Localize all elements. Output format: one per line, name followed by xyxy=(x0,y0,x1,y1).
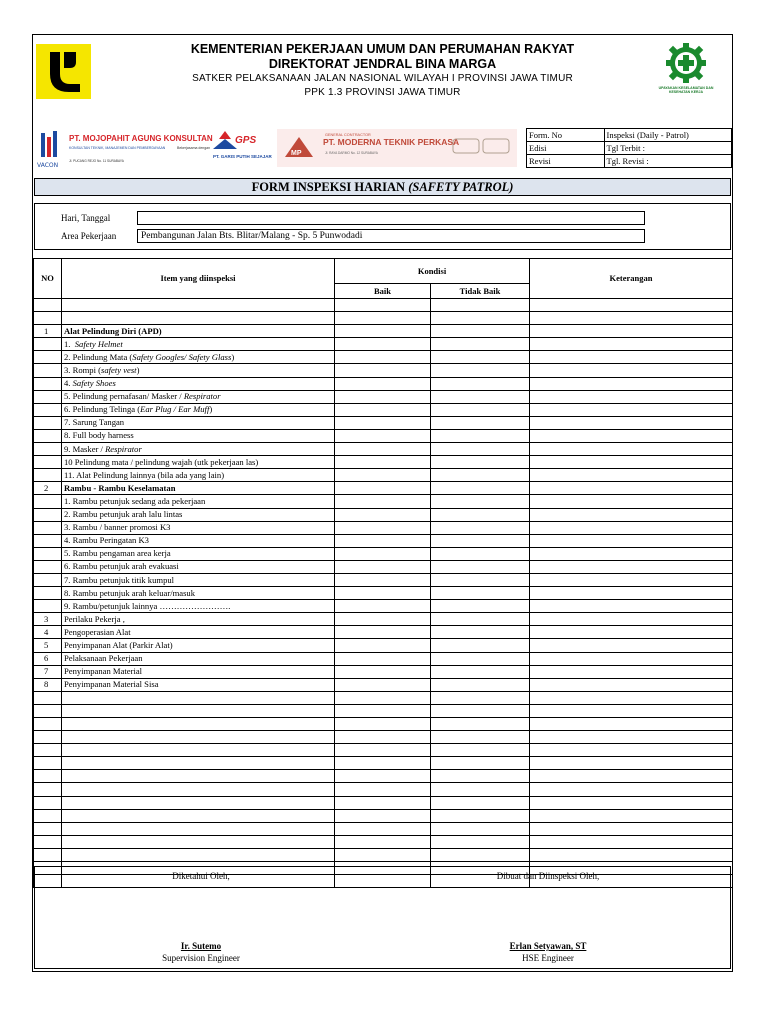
table-row: 2. Rambu petunjuk arah lalu lintas xyxy=(34,508,733,521)
blank-row xyxy=(34,848,733,861)
table-row: 3. Rambu / banner promosi K3 xyxy=(34,521,733,534)
table-row: 7. Rambu petunjuk titik kumpul xyxy=(34,573,733,586)
vacon-logo xyxy=(41,131,57,157)
table-row: 7. Sarung Tangan xyxy=(34,416,733,429)
blank-row xyxy=(34,809,733,822)
col-baik: Baik xyxy=(335,284,431,299)
ppk-name: PPK 1.3 PROVINSI JAWA TIMUR xyxy=(304,87,461,98)
table-row: 10 Pelindung mata / pelindung wajah (utk pekerjaan las) xyxy=(34,456,733,469)
table-row: 3. Rompi (safety vest) xyxy=(34,364,733,377)
blank-row xyxy=(34,704,733,717)
k3-logo-text: UPAYAKAN KESELAMATAN DAN KESEHATAN KERJA xyxy=(658,86,714,94)
table-row: 1. Rambu petunjuk sedang ada pekerjaan xyxy=(34,495,733,508)
form-title: FORM INSPEKSI HARIAN (SAFETY PATROL) xyxy=(34,178,731,196)
col-tidak-baik: Tidak Baik xyxy=(431,284,530,299)
signature-box xyxy=(34,866,731,969)
table-row: 8. Rambu petunjuk arah keluar/masuk xyxy=(34,587,733,600)
table-row: 5 Penyimpanan Alat (Parkir Alat) xyxy=(34,639,733,652)
form-number-table xyxy=(526,128,732,168)
revisi-row: Revisi Tgl. Revisi : xyxy=(527,155,732,168)
table-row: 2. Pelindung Mata (Safety Googles/ Safety Glass) xyxy=(34,351,733,364)
day-field[interactable] xyxy=(137,211,645,225)
mojopahit-sub: KONSULTAN TEKNIK, MANAJEMEN DAN PEMBERDAYAAN xyxy=(69,146,166,150)
section-row-rambu: 2 Rambu - Rambu Keselamatan xyxy=(34,482,733,495)
blank-row xyxy=(34,796,733,809)
directorate-name: DIREKTORAT JENDRAL BINA MARGA xyxy=(268,57,497,71)
mojopahit-name: PT. MOJOPAHIT AGUNG KONSULTAN xyxy=(69,134,213,143)
table-row: 6. Rambu petunjuk arah evakuasi xyxy=(34,560,733,573)
spacer-row xyxy=(34,312,733,325)
blank-row xyxy=(34,783,733,796)
table-row: 7 Penyimpanan Material xyxy=(34,665,733,678)
blank-row xyxy=(34,770,733,783)
blank-row xyxy=(34,835,733,848)
company-logos xyxy=(33,127,523,171)
left-signature-title: Diketahui Oleh, xyxy=(172,871,230,881)
table-row: 5. Rambu pengaman area kerja xyxy=(34,547,733,560)
mtp-name: PT. MODERNA TEKNIK PERKASA xyxy=(323,137,460,147)
left-signature-name: Ir. Sutemo xyxy=(180,941,222,951)
table-row: 9. Rambu/petunjuk lainnya ……………………. xyxy=(34,600,733,613)
blank-row xyxy=(34,822,733,835)
col-item: Item yang diinspeksi xyxy=(62,259,335,299)
gear-cross-icon xyxy=(657,41,715,87)
col-kondisi: Kondisi xyxy=(335,259,530,284)
letterhead xyxy=(33,35,732,103)
gps-text: GPS xyxy=(235,135,257,146)
mojopahit-tag: Bekerjasama dengan xyxy=(177,146,211,150)
table-row: 1. Safety Helmet xyxy=(34,338,733,351)
table-row: 5. Pelindung pernafasan/ Masker / Respirator xyxy=(34,390,733,403)
table-row: 4 Pengoperasian Alat xyxy=(34,626,733,639)
right-signature-title: Dibuat dan Diinspeksi Oleh, xyxy=(496,871,600,881)
section-row-apd: 1 Alat Pelindung Diri (APD) xyxy=(34,325,733,338)
day-label: Hari, Tanggal xyxy=(61,213,111,223)
right-signature-role: HSE Engineer xyxy=(522,953,574,963)
ministry-name: KEMENTERIAN PEKERJAAN UMUM DAN PERUMAHAN RAKYAT xyxy=(190,42,575,56)
table-row: 6 Pelaksanaan Pekerjaan xyxy=(34,652,733,665)
table-row: 6. Pelindung Telinga (Ear Plug / Ear Muff) xyxy=(34,403,733,416)
mojopahit-address: Jl. PUCANG REJO No. 11 SURABAYA xyxy=(69,159,124,163)
form-frame xyxy=(32,34,733,972)
table-row: 3 Perilaku Pekerja , xyxy=(34,613,733,626)
edisi-row: Edisi Tgl Terbit : xyxy=(527,142,732,155)
satker-name: SATKER PELAKSANAAN JALAN NASIONAL WILAYAH I PROVINSI JAWA TIMUR xyxy=(192,73,573,84)
pu-ministry-logo xyxy=(36,44,91,99)
blank-row xyxy=(34,718,733,731)
table-row: 8. Full body harness xyxy=(34,429,733,442)
left-signature-role: Supervision Engineer xyxy=(162,953,240,963)
blank-row xyxy=(34,731,733,744)
company-logos-graphic xyxy=(33,127,523,171)
inspection-table xyxy=(33,258,733,888)
gps-name: PT. GARIS PUTIH SEJAJAR xyxy=(213,154,272,159)
form-no-row: Form. No Inspeksi (Daily - Patrol) xyxy=(527,129,732,142)
col-no: NO xyxy=(34,259,62,299)
header-row-1 xyxy=(34,259,733,284)
area-label: Area Pekerjaan xyxy=(61,231,117,241)
svg-text:MP: MP xyxy=(291,150,302,157)
table-row: 9. Masker / Respirator xyxy=(34,443,733,456)
info-box xyxy=(34,203,731,250)
table-row: 11. Alat Pelindung lainnya (bila ada yang lain) xyxy=(34,469,733,482)
spacer-row xyxy=(34,299,733,312)
blank-row xyxy=(34,757,733,770)
blank-row xyxy=(34,744,733,757)
col-keterangan: Keterangan xyxy=(530,259,733,299)
gps-logo xyxy=(213,131,237,149)
table-row: 8 Penyimpanan Material Sisa xyxy=(34,678,733,691)
right-signature-name: Erlan Setyawan, ST xyxy=(509,941,587,951)
mtp-address: Jl. RAYA DARMO No. 12 SURABAYA xyxy=(325,151,378,155)
k3-safety-logo xyxy=(657,41,715,101)
mtp-top: GENERAL CONTRACTOR xyxy=(325,133,371,137)
table-row: 4. Rambu Peringatan K3 xyxy=(34,534,733,547)
table-body xyxy=(34,299,733,888)
area-field[interactable]: Pembangunan Jalan Bts. Blitar/Malang - Sp. 5 Punwodadi xyxy=(137,229,645,243)
vacon-text: VACON xyxy=(37,162,59,169)
blank-row xyxy=(34,691,733,704)
table-row: 4. Safety Shoes xyxy=(34,377,733,390)
